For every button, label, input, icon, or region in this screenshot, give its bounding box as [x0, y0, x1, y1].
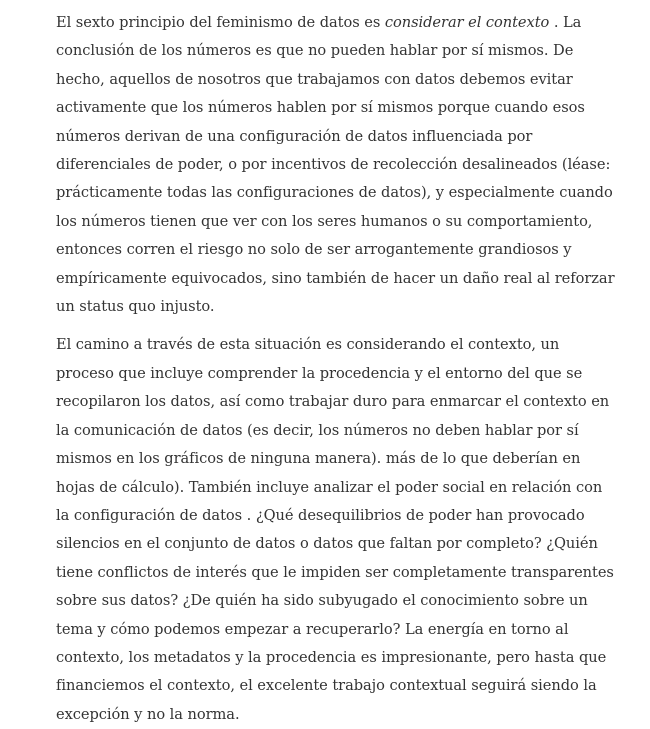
paragraph-lead-text: El sexto principio del feminismo de datos es — [56, 14, 385, 31]
article-body — [56, 9, 616, 729]
emphasis-consider-context: considerar el contexto — [384, 14, 550, 31]
paragraph-context-principle — [56, 9, 616, 321]
paragraph-considering-context: El camino a través de esta situación es considerando el contexto, un proceso que incluye comprender la procedencia y el entorno del que se recopilaron los datos, así como trabajar duro para enmarcar el contexto en la comunicación de datos (es decir, los números no deben hablar por sí mismos en los gráficos de ninguna manera). más de lo que deberían en hojas de cálculo). También incluye analizar el poder social en relación con la configuración de datos . ¿Qué desequilibrios de poder han provocado silencios en el conjunto de datos o datos que faltan por completo? ¿Quién tiene conflictos de interés que le impiden ser completamente transparentes sobre sus datos? ¿De quién ha sido subyugado el conocimiento sobre un tema y cómo podemos empezar a recuperarlo? La energía en torno al contexto, los metadatos y la procedencia es impresionante, pero hasta que financiemos el contexto, el excelente trabajo contextual seguirá siendo la excepción y no la norma. — [56, 336, 614, 723]
paragraph-rest-text: . La conclusión de los números es que no pueden hablar por sí mismos. De hecho, aquellos de nosotros que trabajamos con datos debemos evitar activamente que los números hablen por sí mismos porque cuando esos números derivan de una configuración de datos influenciada por diferenciales de poder, o por incentivos de recolección desalineados (léase: prácticamente todas las configuraciones de datos), y especialmente cuando los números tienen que ver con los seres humanos o su comportamiento, entonces corren el riesgo no solo de ser arrogantemente grandiosos y empíricamente equivocados, sino también de hacer un daño real al reforzar un status quo injusto. — [56, 14, 615, 316]
